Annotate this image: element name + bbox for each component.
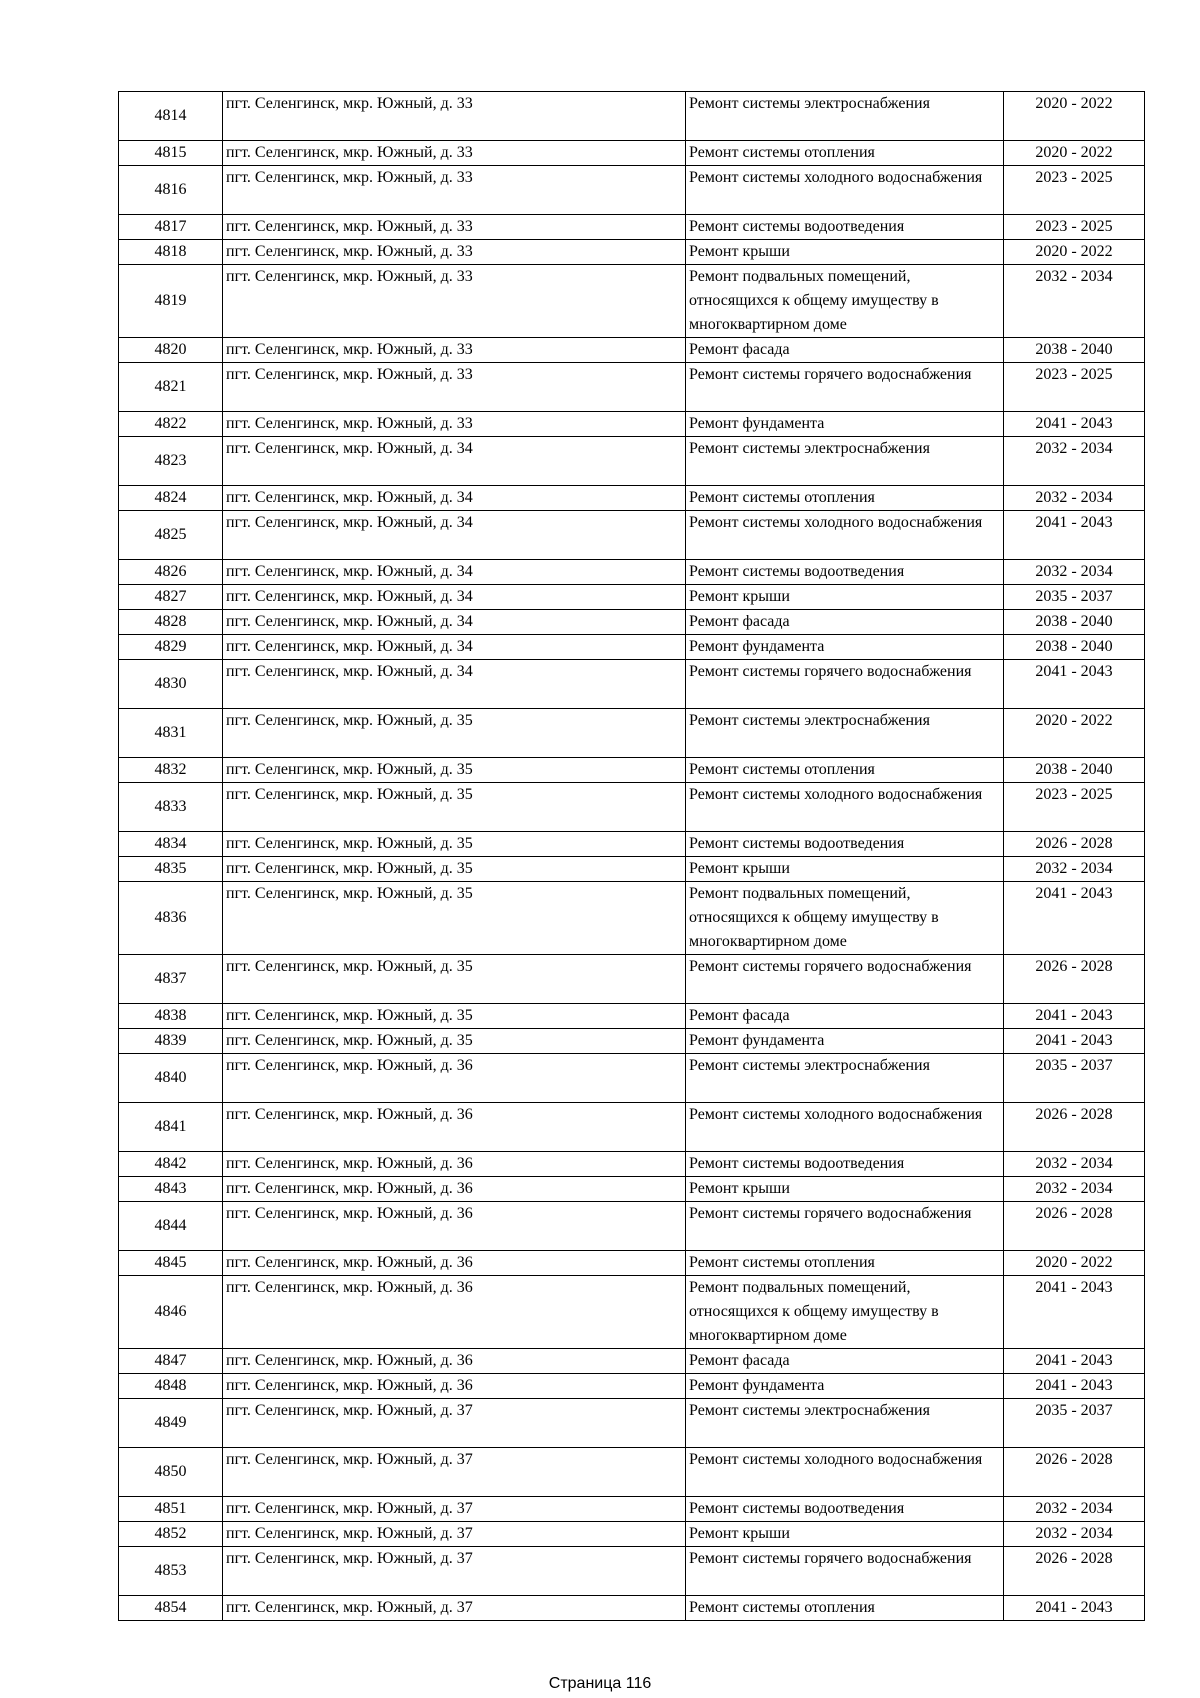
period-cell: 2038 - 2040 [1004, 338, 1145, 363]
address-cell: пгт. Селенгинск, мкр. Южный, д. 35 [223, 783, 686, 832]
address-cell: пгт. Селенгинск, мкр. Южный, д. 34 [223, 437, 686, 486]
row-number: 4836 [119, 882, 223, 955]
row-number: 4841 [119, 1103, 223, 1152]
address-cell: пгт. Селенгинск, мкр. Южный, д. 34 [223, 660, 686, 709]
period-cell: 2041 - 2043 [1004, 1004, 1145, 1029]
work-type-cell: Ремонт системы электроснабжения [686, 1399, 1004, 1448]
row-number: 4843 [119, 1177, 223, 1202]
address-cell: пгт. Селенгинск, мкр. Южный, д. 33 [223, 363, 686, 412]
work-type-cell: Ремонт подвальных помещений, относящихся к общему имуществу в многоквартирном доме [686, 882, 1004, 955]
table-row [119, 1547, 1145, 1596]
address-cell: пгт. Селенгинск, мкр. Южный, д. 35 [223, 882, 686, 955]
address-cell: пгт. Селенгинск, мкр. Южный, д. 35 [223, 857, 686, 882]
table-row [119, 1152, 1145, 1177]
work-type-cell: Ремонт системы горячего водоснабжения [686, 1202, 1004, 1251]
work-type-cell: Ремонт системы водоотведения [686, 215, 1004, 240]
address-cell: пгт. Селенгинск, мкр. Южный, д. 37 [223, 1497, 686, 1522]
work-type-cell: Ремонт подвальных помещений, относящихся к общему имуществу в многоквартирном доме [686, 265, 1004, 338]
table-row [119, 709, 1145, 758]
table-row [119, 758, 1145, 783]
row-number: 4821 [119, 363, 223, 412]
table-row [119, 832, 1145, 857]
address-cell: пгт. Селенгинск, мкр. Южный, д. 33 [223, 141, 686, 166]
table-row [119, 511, 1145, 560]
work-type-cell: Ремонт системы холодного водоснабжения [686, 783, 1004, 832]
period-cell: 2032 - 2034 [1004, 1152, 1145, 1177]
row-number: 4842 [119, 1152, 223, 1177]
period-cell: 2023 - 2025 [1004, 783, 1145, 832]
period-cell: 2032 - 2034 [1004, 857, 1145, 882]
period-cell: 2023 - 2025 [1004, 166, 1145, 215]
address-cell: пгт. Селенгинск, мкр. Южный, д. 34 [223, 610, 686, 635]
row-number: 4845 [119, 1251, 223, 1276]
row-number: 4837 [119, 955, 223, 1004]
address-cell: пгт. Селенгинск, мкр. Южный, д. 35 [223, 758, 686, 783]
table-row [119, 1103, 1145, 1152]
work-type-cell: Ремонт фасада [686, 1349, 1004, 1374]
row-number: 4816 [119, 166, 223, 215]
table-row [119, 1029, 1145, 1054]
period-cell: 2023 - 2025 [1004, 215, 1145, 240]
address-cell: пгт. Селенгинск, мкр. Южный, д. 34 [223, 486, 686, 511]
table-row [119, 486, 1145, 511]
table-row [119, 1177, 1145, 1202]
address-cell: пгт. Селенгинск, мкр. Южный, д. 33 [223, 240, 686, 265]
table-row [119, 240, 1145, 265]
row-number: 4817 [119, 215, 223, 240]
work-type-cell: Ремонт фундамента [686, 1029, 1004, 1054]
period-cell: 2041 - 2043 [1004, 882, 1145, 955]
table-row [119, 363, 1145, 412]
table-row [119, 412, 1145, 437]
period-cell: 2032 - 2034 [1004, 486, 1145, 511]
work-type-cell: Ремонт системы горячего водоснабжения [686, 1547, 1004, 1596]
period-cell: 2020 - 2022 [1004, 92, 1145, 141]
address-cell: пгт. Селенгинск, мкр. Южный, д. 33 [223, 92, 686, 141]
period-cell: 2041 - 2043 [1004, 1374, 1145, 1399]
address-cell: пгт. Селенгинск, мкр. Южный, д. 33 [223, 166, 686, 215]
table-row [119, 783, 1145, 832]
table-row [119, 1448, 1145, 1497]
address-cell: пгт. Селенгинск, мкр. Южный, д. 34 [223, 585, 686, 610]
period-cell: 2041 - 2043 [1004, 412, 1145, 437]
row-number: 4850 [119, 1448, 223, 1497]
table-row [119, 857, 1145, 882]
period-cell: 2032 - 2034 [1004, 1177, 1145, 1202]
address-cell: пгт. Селенгинск, мкр. Южный, д. 37 [223, 1547, 686, 1596]
table-row [119, 560, 1145, 585]
address-cell: пгт. Селенгинск, мкр. Южный, д. 33 [223, 338, 686, 363]
table-row [119, 1374, 1145, 1399]
work-type-cell: Ремонт системы холодного водоснабжения [686, 511, 1004, 560]
row-number: 4814 [119, 92, 223, 141]
period-cell: 2041 - 2043 [1004, 660, 1145, 709]
address-cell: пгт. Селенгинск, мкр. Южный, д. 37 [223, 1448, 686, 1497]
row-number: 4829 [119, 635, 223, 660]
address-cell: пгт. Селенгинск, мкр. Южный, д. 35 [223, 1004, 686, 1029]
address-cell: пгт. Селенгинск, мкр. Южный, д. 35 [223, 832, 686, 857]
address-cell: пгт. Селенгинск, мкр. Южный, д. 33 [223, 265, 686, 338]
period-cell: 2026 - 2028 [1004, 1547, 1145, 1596]
address-cell: пгт. Селенгинск, мкр. Южный, д. 36 [223, 1349, 686, 1374]
row-number: 4834 [119, 832, 223, 857]
work-type-cell: Ремонт системы холодного водоснабжения [686, 1103, 1004, 1152]
row-number: 4846 [119, 1276, 223, 1349]
work-type-cell: Ремонт подвальных помещений, относящихся к общему имуществу в многоквартирном доме [686, 1276, 1004, 1349]
period-cell: 2038 - 2040 [1004, 758, 1145, 783]
period-cell: 2035 - 2037 [1004, 585, 1145, 610]
work-type-cell: Ремонт системы водоотведения [686, 1497, 1004, 1522]
work-type-cell: Ремонт системы водоотведения [686, 1152, 1004, 1177]
work-type-cell: Ремонт системы холодного водоснабжения [686, 166, 1004, 215]
address-cell: пгт. Селенгинск, мкр. Южный, д. 34 [223, 511, 686, 560]
period-cell: 2035 - 2037 [1004, 1054, 1145, 1103]
address-cell: пгт. Селенгинск, мкр. Южный, д. 35 [223, 1029, 686, 1054]
work-type-cell: Ремонт крыши [686, 857, 1004, 882]
work-type-cell: Ремонт системы электроснабжения [686, 709, 1004, 758]
period-cell: 2041 - 2043 [1004, 1349, 1145, 1374]
period-cell: 2038 - 2040 [1004, 635, 1145, 660]
table-row [119, 1349, 1145, 1374]
work-type-cell: Ремонт системы горячего водоснабжения [686, 955, 1004, 1004]
table-row [119, 265, 1145, 338]
address-cell: пгт. Селенгинск, мкр. Южный, д. 34 [223, 560, 686, 585]
row-number: 4823 [119, 437, 223, 486]
table-row [119, 882, 1145, 955]
work-type-cell: Ремонт системы электроснабжения [686, 437, 1004, 486]
row-number: 4851 [119, 1497, 223, 1522]
address-cell: пгт. Селенгинск, мкр. Южный, д. 35 [223, 709, 686, 758]
table-row [119, 610, 1145, 635]
row-number: 4835 [119, 857, 223, 882]
row-number: 4822 [119, 412, 223, 437]
table-row [119, 437, 1145, 486]
table-row [119, 585, 1145, 610]
period-cell: 2032 - 2034 [1004, 1497, 1145, 1522]
row-number: 4824 [119, 486, 223, 511]
row-number: 4844 [119, 1202, 223, 1251]
address-cell: пгт. Селенгинск, мкр. Южный, д. 37 [223, 1399, 686, 1448]
table-row [119, 955, 1145, 1004]
work-type-cell: Ремонт системы отопления [686, 758, 1004, 783]
work-type-cell: Ремонт системы холодного водоснабжения [686, 1448, 1004, 1497]
table-row [119, 92, 1145, 141]
table-row [119, 1399, 1145, 1448]
row-number: 4815 [119, 141, 223, 166]
address-cell: пгт. Селенгинск, мкр. Южный, д. 33 [223, 412, 686, 437]
table-row [119, 1202, 1145, 1251]
period-cell: 2026 - 2028 [1004, 832, 1145, 857]
work-type-cell: Ремонт крыши [686, 1177, 1004, 1202]
period-cell: 2026 - 2028 [1004, 1202, 1145, 1251]
work-type-cell: Ремонт крыши [686, 585, 1004, 610]
row-number: 4818 [119, 240, 223, 265]
row-number: 4831 [119, 709, 223, 758]
table-row [119, 141, 1145, 166]
work-type-cell: Ремонт системы электроснабжения [686, 92, 1004, 141]
row-number: 4838 [119, 1004, 223, 1029]
row-number: 4825 [119, 511, 223, 560]
row-number: 4819 [119, 265, 223, 338]
row-number: 4849 [119, 1399, 223, 1448]
address-cell: пгт. Селенгинск, мкр. Южный, д. 34 [223, 635, 686, 660]
row-number: 4847 [119, 1349, 223, 1374]
row-number: 4853 [119, 1547, 223, 1596]
row-number: 4820 [119, 338, 223, 363]
period-cell: 2032 - 2034 [1004, 1522, 1145, 1547]
table-row [119, 215, 1145, 240]
period-cell: 2032 - 2034 [1004, 437, 1145, 486]
work-type-cell: Ремонт системы водоотведения [686, 560, 1004, 585]
table-row [119, 635, 1145, 660]
row-number: 4826 [119, 560, 223, 585]
period-cell: 2041 - 2043 [1004, 511, 1145, 560]
work-type-cell: Ремонт системы отопления [686, 1596, 1004, 1621]
period-cell: 2032 - 2034 [1004, 560, 1145, 585]
work-type-cell: Ремонт системы горячего водоснабжения [686, 660, 1004, 709]
address-cell: пгт. Селенгинск, мкр. Южный, д. 36 [223, 1103, 686, 1152]
period-cell: 2041 - 2043 [1004, 1276, 1145, 1349]
row-number: 4840 [119, 1054, 223, 1103]
table-row [119, 660, 1145, 709]
work-type-cell: Ремонт системы горячего водоснабжения [686, 363, 1004, 412]
row-number: 4828 [119, 610, 223, 635]
table-row [119, 1276, 1145, 1349]
table-row [119, 1522, 1145, 1547]
table-row [119, 1054, 1145, 1103]
row-number: 4852 [119, 1522, 223, 1547]
table-row [119, 1251, 1145, 1276]
period-cell: 2023 - 2025 [1004, 363, 1145, 412]
period-cell: 2020 - 2022 [1004, 240, 1145, 265]
row-number: 4854 [119, 1596, 223, 1621]
table-row [119, 1596, 1145, 1621]
period-cell: 2032 - 2034 [1004, 265, 1145, 338]
address-cell: пгт. Селенгинск, мкр. Южный, д. 36 [223, 1202, 686, 1251]
work-type-cell: Ремонт крыши [686, 1522, 1004, 1547]
period-cell: 2026 - 2028 [1004, 1103, 1145, 1152]
table-row [119, 166, 1145, 215]
row-number: 4830 [119, 660, 223, 709]
work-type-cell: Ремонт фасада [686, 1004, 1004, 1029]
work-type-cell: Ремонт системы отопления [686, 1251, 1004, 1276]
address-cell: пгт. Селенгинск, мкр. Южный, д. 36 [223, 1054, 686, 1103]
address-cell: пгт. Селенгинск, мкр. Южный, д. 36 [223, 1152, 686, 1177]
address-cell: пгт. Селенгинск, мкр. Южный, д. 36 [223, 1251, 686, 1276]
period-cell: 2035 - 2037 [1004, 1399, 1145, 1448]
period-cell: 2026 - 2028 [1004, 955, 1145, 1004]
address-cell: пгт. Селенгинск, мкр. Южный, д. 33 [223, 215, 686, 240]
work-type-cell: Ремонт фундамента [686, 1374, 1004, 1399]
address-cell: пгт. Селенгинск, мкр. Южный, д. 36 [223, 1276, 686, 1349]
work-type-cell: Ремонт крыши [686, 240, 1004, 265]
period-cell: 2041 - 2043 [1004, 1029, 1145, 1054]
period-cell: 2020 - 2022 [1004, 1251, 1145, 1276]
row-number: 4839 [119, 1029, 223, 1054]
period-cell: 2020 - 2022 [1004, 141, 1145, 166]
row-number: 4848 [119, 1374, 223, 1399]
work-type-cell: Ремонт системы отопления [686, 486, 1004, 511]
work-type-cell: Ремонт фундамента [686, 412, 1004, 437]
period-cell: 2020 - 2022 [1004, 709, 1145, 758]
table-body [119, 92, 1145, 1621]
work-type-cell: Ремонт системы водоотведения [686, 832, 1004, 857]
work-type-cell: Ремонт системы отопления [686, 141, 1004, 166]
period-cell: 2038 - 2040 [1004, 610, 1145, 635]
address-cell: пгт. Селенгинск, мкр. Южный, д. 36 [223, 1177, 686, 1202]
row-number: 4827 [119, 585, 223, 610]
address-cell: пгт. Селенгинск, мкр. Южный, д. 36 [223, 1374, 686, 1399]
page-number: Страница 116 [548, 1675, 652, 1692]
row-number: 4833 [119, 783, 223, 832]
table-row [119, 338, 1145, 363]
work-type-cell: Ремонт системы электроснабжения [686, 1054, 1004, 1103]
work-type-cell: Ремонт фасада [686, 610, 1004, 635]
work-type-cell: Ремонт фундамента [686, 635, 1004, 660]
period-cell: 2026 - 2028 [1004, 1448, 1145, 1497]
address-cell: пгт. Селенгинск, мкр. Южный, д. 37 [223, 1522, 686, 1547]
period-cell: 2041 - 2043 [1004, 1596, 1145, 1621]
address-cell: пгт. Селенгинск, мкр. Южный, д. 37 [223, 1596, 686, 1621]
table-row [119, 1497, 1145, 1522]
capital-repair-table [118, 91, 1145, 1621]
address-cell: пгт. Селенгинск, мкр. Южный, д. 35 [223, 955, 686, 1004]
work-type-cell: Ремонт фасада [686, 338, 1004, 363]
row-number: 4832 [119, 758, 223, 783]
table-row [119, 1004, 1145, 1029]
